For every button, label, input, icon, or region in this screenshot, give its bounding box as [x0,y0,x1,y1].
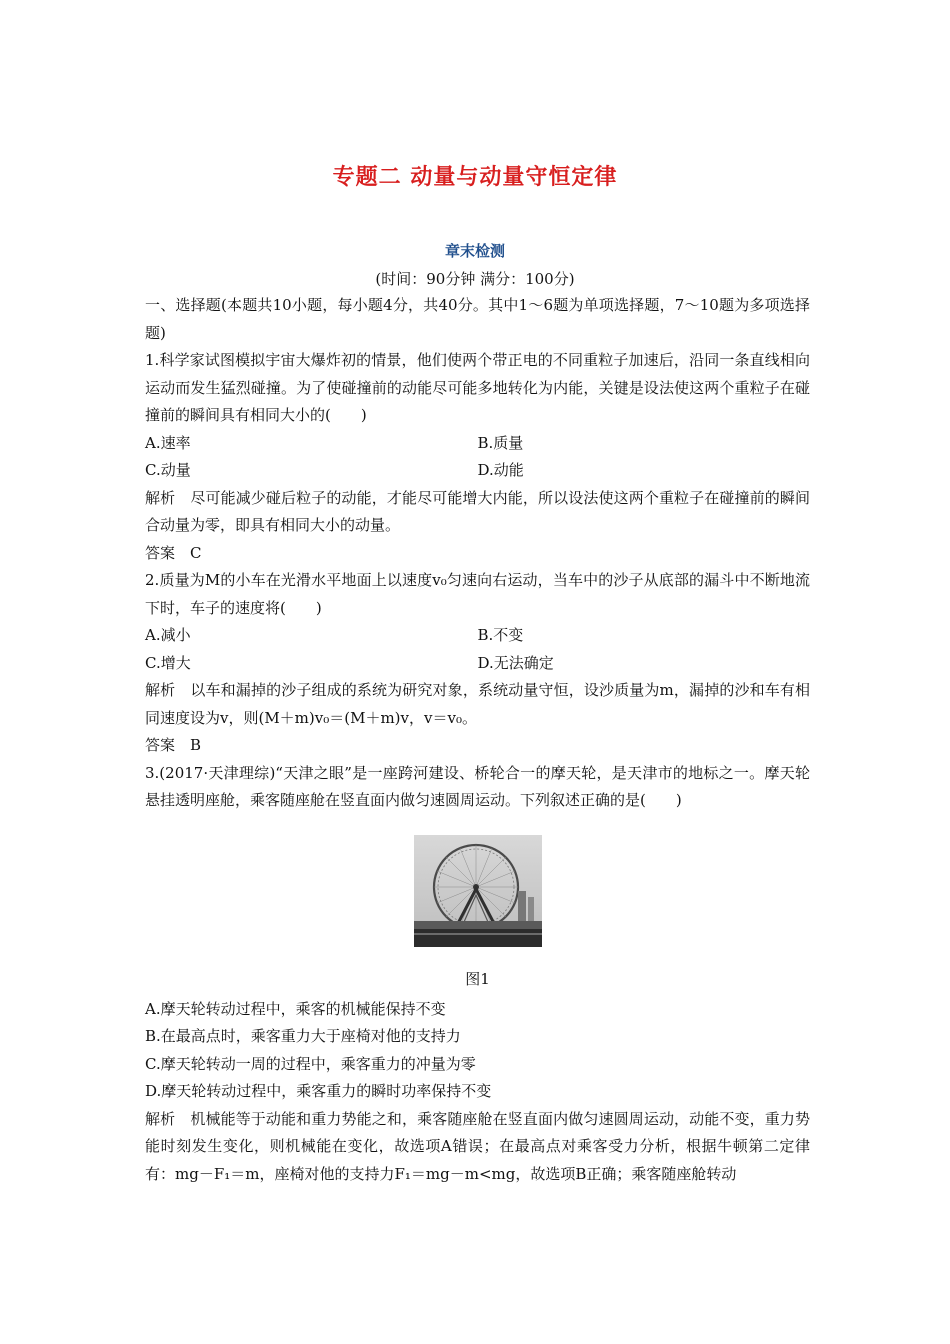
figure-1 [145,835,810,994]
option-d: D.动能 [477,461,524,479]
option-d: D.无法确定 [477,653,554,672]
question-1-options-row-1 [145,430,810,458]
question-1-options-row-2 [145,457,810,485]
option-c: C.增大 [145,653,191,672]
option-c: C.动量 [145,461,191,479]
question-1-analysis: 解析 尽可能减少碰后粒子的动能，才能尽可能增大内能，所以设法使这两个重粒子在碰撞前的瞬间合动量为零，即具有相同大小的动量。 [145,488,810,534]
option-a: A.速率 [145,433,191,452]
section-subtitle: 章末检测 [444,242,505,260]
question-2-options-row-1 [145,622,810,650]
question-1-stem: 1.科学家试图模拟宇宙大爆炸初的情景，他们使两个带正电的不同重粒子加速后，沿同一条直线相向运动而发生猛烈碰撞。为了使碰撞前的动能尽可能多地转化为内能，关键是设法使这两个重粒子在碰撞前的瞬间具有相同大小的( ) [145,351,810,424]
section-heading: 一、选择题(本题共10小题，每小题4分，共40分。其中1～6题为单项选择题，7～10题为多项选择题) [145,296,810,342]
option-b: B.在最高点时，乘客重力大于座椅对他的支持力 [145,1027,461,1045]
ferris-wheel-photo [414,835,542,947]
question-3-analysis: 解析 机械能等于动能和重力势能之和，乘客随座舱在竖直面内做匀速圆周运动，动能不变，重力势能时刻发生变化，则机械能在变化，故选项A错误；在最高点对乘客受力分析，根据牛顿第二定律有：mg－F₁＝m，座椅对他的支持力F₁＝mg－m<mg，故选项B正确；乘客随座舱转动 [145,1109,810,1183]
option-b: B.不变 [477,626,524,644]
question-2-stem: 2.质量为M的小车在光滑水平地面上以速度v₀匀速向右运动，当车中的沙子从底部的漏斗中不断地流下时，车子的速度将( ) [145,571,810,617]
question-2-analysis: 解析 以车和漏掉的沙子组成的系统为研究对象，系统动量守恒，设沙质量为m，漏掉的沙和车有相同速度设为v，则(M＋m)v₀＝(M＋m)v，v＝v₀。 [145,681,810,727]
question-2-options-row-2 [145,650,810,678]
question-2-answer: 答案 B [145,736,202,754]
page-title: 专题二 动量与动量守恒定律 [332,165,618,190]
exam-time-info: (时间：90分钟 满分：100分) [375,270,575,288]
option-b: B.质量 [477,433,524,452]
option-d: D.摩天轮转动过程中，乘客重力的瞬时功率保持不变 [145,1082,492,1100]
question-3-stem: 3.(2017·天津理综)“天津之眼”是一座跨河建设、桥轮合一的摩天轮，是天津市的地标之一。摩天轮悬挂透明座舱，乘客随座舱在竖直面内做匀速圆周运动。下列叙述正确的是( ) [145,763,810,809]
option-c: C.摩天轮转动一周的过程中，乘客重力的冲量为零 [145,1054,476,1073]
figure-caption: 图1 [465,970,490,988]
document-body [145,292,810,1188]
question-1-answer: 答案 C [145,543,202,562]
option-a: A.减小 [145,626,191,644]
option-a: A.摩天轮转动过程中，乘客的机械能保持不变 [145,999,446,1018]
